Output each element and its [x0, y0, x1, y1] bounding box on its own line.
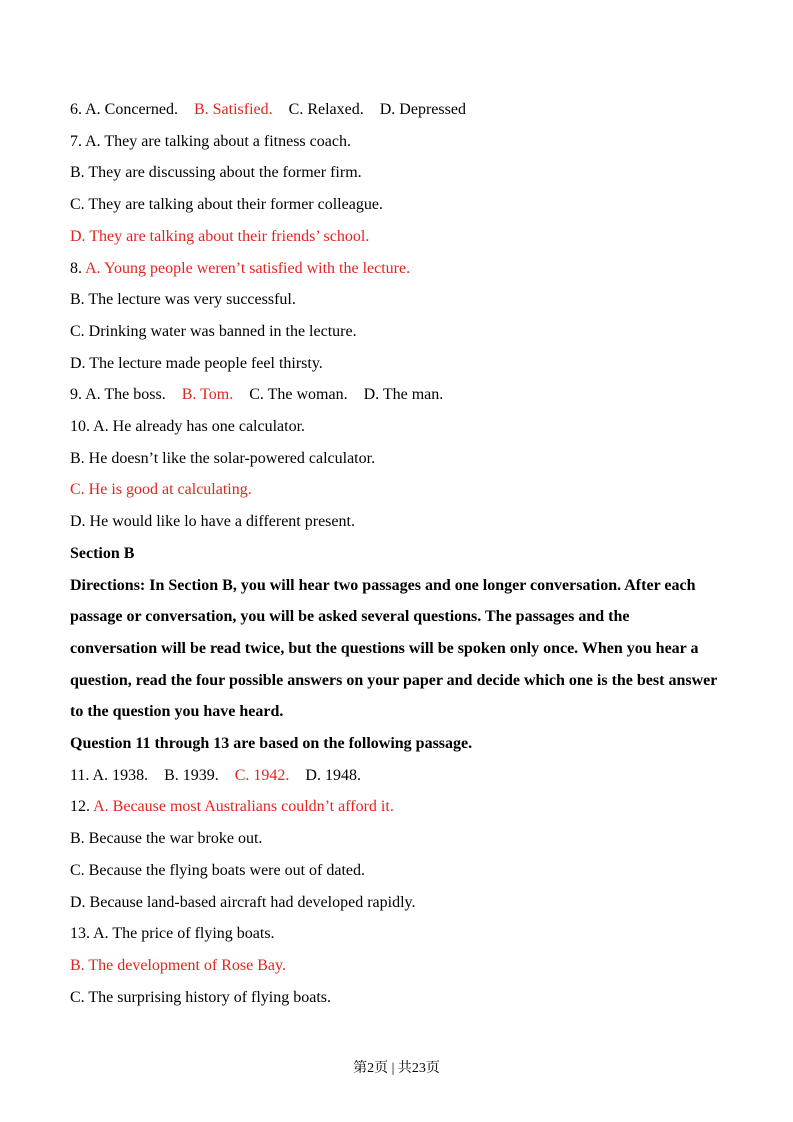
correct-answer-text: C. He is good at calculating.	[70, 481, 252, 499]
text-line	[70, 379, 743, 411]
text-run: 11. A. 1938. B. 1939.	[70, 766, 235, 784]
text-run: Section B	[70, 544, 135, 562]
text-run: 9. A. The boss.	[70, 386, 182, 404]
text-run: C. Because the flying boats were out of dated.	[70, 861, 366, 879]
text-line	[70, 855, 743, 887]
correct-answer-text: B. The development of Rose Bay.	[70, 956, 286, 974]
text-run: Directions: In Section B, you will hear two passages and one longer conversation. After each	[70, 576, 696, 594]
text-run: C. They are talking about their former colleague.	[70, 196, 383, 214]
correct-answer-text: C. 1942.	[234, 766, 290, 784]
text-line	[70, 791, 743, 823]
text-line	[70, 189, 743, 221]
text-run: passage or conversation, you will be asked several questions. The passages and the	[70, 608, 630, 626]
text-line	[70, 126, 743, 158]
text-run: question, read the four possible answers on your paper and decide which one is the best answer	[70, 671, 718, 689]
correct-answer-text: D. They are talking about their friends’ school.	[70, 227, 370, 245]
text-run: B. They are discussing about the former firm.	[70, 164, 362, 182]
text-run: D. Because land-based aircraft had developed rapidly.	[70, 893, 416, 911]
text-run: C. Drinking water was banned in the lecture.	[70, 322, 357, 340]
text-line	[70, 348, 743, 380]
text-line	[70, 411, 743, 443]
text-run: conversation will be read twice, but the questions will be spoken only once. When you hear a	[70, 639, 699, 657]
text-run: D. The lecture made people feel thirsty.	[70, 354, 323, 372]
text-run: B. Because the war broke out.	[70, 830, 263, 848]
page-footer	[0, 1058, 793, 1080]
text-run: C. The woman. D. The man.	[233, 386, 444, 404]
text-line	[70, 950, 743, 982]
document-body	[70, 94, 743, 1013]
text-run: 6. A. Concerned.	[70, 101, 194, 118]
text-run: 13. A. The price of flying boats.	[70, 925, 275, 943]
text-run: 10. A. He already has one calculator.	[70, 418, 306, 436]
text-run: 12.	[70, 798, 94, 816]
text-line	[70, 94, 743, 126]
text-line	[70, 443, 743, 475]
text-line	[70, 696, 743, 728]
text-run: 8.	[70, 259, 86, 277]
page-number: 第2页 | 共23页	[353, 1061, 440, 1076]
correct-answer-text: A. Young people weren’t satisfied with the lecture.	[85, 259, 411, 277]
text-line	[70, 665, 743, 697]
text-line	[70, 887, 743, 919]
text-run: D. 1948.	[289, 766, 361, 784]
correct-answer-text: B. Tom.	[181, 386, 234, 404]
text-line	[70, 474, 743, 506]
correct-answer-text: A. Because most Australians couldn’t afford it.	[93, 798, 394, 816]
text-line	[70, 284, 743, 316]
text-run: Question 11 through 13 are based on the following passage.	[70, 735, 473, 753]
text-line	[70, 728, 743, 760]
text-line	[70, 506, 743, 538]
correct-answer-text: B. Satisfied.	[193, 101, 273, 118]
text-line	[70, 157, 743, 189]
text-line	[70, 633, 743, 665]
text-line	[70, 601, 743, 633]
text-line	[70, 221, 743, 253]
text-line	[70, 918, 743, 950]
text-run: 7. A. They are talking about a fitness coach.	[70, 132, 351, 150]
text-line	[70, 823, 743, 855]
text-run: C. The surprising history of flying boats.	[70, 988, 332, 1006]
text-line	[70, 760, 743, 792]
text-run: to the question you have heard.	[70, 703, 284, 721]
text-run: D. He would like lo have a different present.	[70, 513, 355, 531]
text-run: B. He doesn’t like the solar-powered calculator.	[70, 449, 376, 467]
text-run: C. Relaxed. D. Depressed	[272, 101, 466, 118]
text-line	[70, 982, 743, 1014]
text-line	[70, 253, 743, 285]
text-line	[70, 570, 743, 602]
text-line	[70, 538, 743, 570]
text-line	[70, 316, 743, 348]
text-run: B. The lecture was very successful.	[70, 291, 296, 309]
